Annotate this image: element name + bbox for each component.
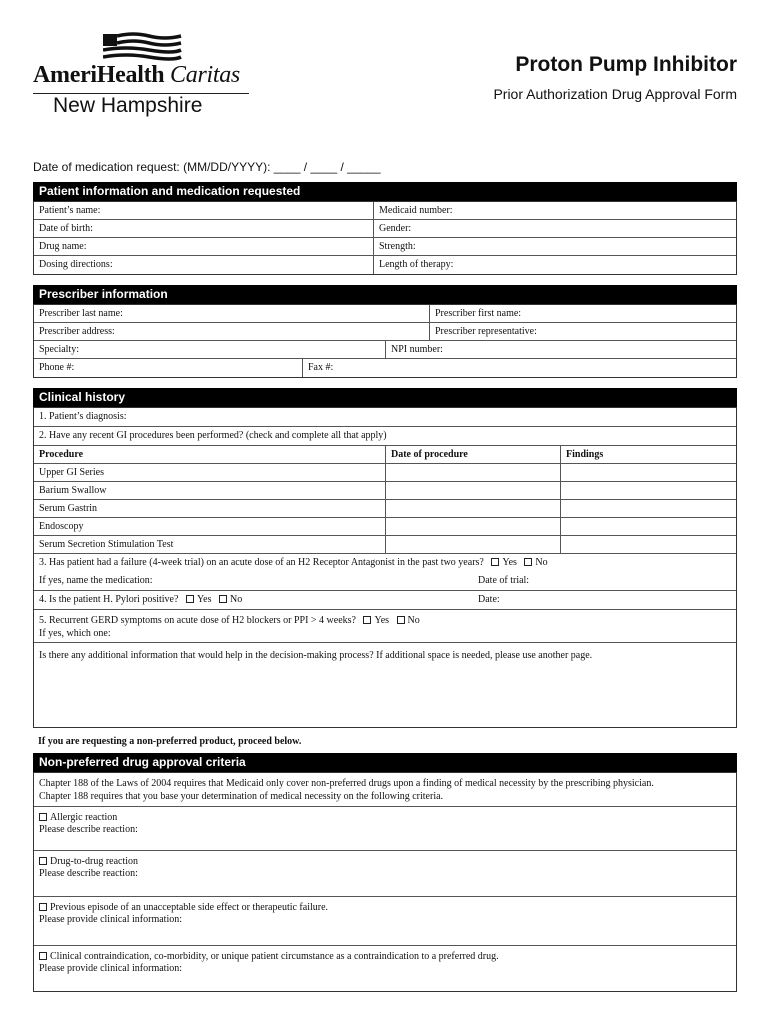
table-row — [34, 482, 736, 500]
gerd-question: 5. Recurrent GERD symptoms on acute dose of H2 blockers or PPI > 4 weeks? — [39, 615, 356, 626]
procedure-date-field[interactable] — [385, 482, 560, 499]
additional-info-textarea[interactable] — [34, 643, 736, 727]
criterion-sub-label: Please provide clinical information: — [39, 963, 183, 974]
section-header-patient: Patient information and medication requested — [33, 182, 737, 201]
procedure-name: Serum Secretion Stimulation Test — [39, 539, 174, 550]
npi-number-field[interactable]: NPI number: — [385, 341, 448, 358]
procedure-date-field[interactable] — [385, 500, 560, 517]
gerd-question-wrap — [34, 612, 425, 626]
criteria-intro-line: Chapter 188 of the Laws of 2004 requires that Medicaid only cover non-preferred drugs upon a finding of medical necessity by the prescribing physician. — [39, 778, 654, 789]
form-subtitle: Prior Authorization Drug Approval Form — [493, 86, 737, 102]
table-row — [34, 518, 736, 536]
non-preferred-note: If you are requesting a non-preferred product, proceed below. — [38, 736, 302, 747]
allergic-reaction-checkbox[interactable] — [39, 813, 47, 821]
gerd-yes-checkbox[interactable] — [363, 616, 371, 624]
patient-info-table — [33, 201, 737, 275]
table-row — [34, 238, 736, 256]
h-pylori-question: 4. Is the patient H. Pylori positive? — [39, 594, 179, 605]
procedure-findings-field[interactable] — [560, 518, 736, 535]
h-pylori-question-wrap — [34, 591, 247, 609]
table-row — [34, 554, 736, 591]
side-effect-checkbox[interactable] — [39, 903, 47, 911]
clinical-history-table — [33, 407, 737, 728]
column-header-date: Date of procedure — [385, 446, 473, 463]
table-row — [34, 256, 736, 274]
table-row — [34, 536, 736, 554]
criteria-intro — [34, 773, 736, 807]
yes-label: Yes — [374, 615, 390, 626]
brand-name: AmeriHealth Caritas — [33, 62, 240, 88]
procedure-date-field[interactable] — [385, 518, 560, 535]
request-date-field[interactable]: Date of medication request: (MM/DD/YYYY): ____ / ____ / _____ — [33, 160, 381, 174]
criterion-drug-to-drug[interactable] — [34, 851, 736, 897]
h2-failure-no-checkbox[interactable] — [524, 558, 532, 566]
strength-field[interactable]: Strength: — [373, 238, 421, 255]
procedure-name: Upper GI Series — [39, 467, 104, 478]
prescriber-address-field[interactable]: Prescriber address: — [39, 326, 115, 337]
h-pylori-yes-checkbox[interactable] — [186, 595, 194, 603]
no-label: No — [230, 594, 243, 605]
prescriber-last-name-field[interactable]: Prescriber last name: — [39, 308, 123, 319]
procedure-findings-field[interactable] — [560, 482, 736, 499]
h-pylori-date-field[interactable]: Date: — [478, 594, 500, 605]
form-title: Proton Pump Inhibitor — [515, 53, 737, 76]
procedure-name: Endoscopy — [39, 521, 84, 532]
logo — [33, 30, 263, 125]
length-of-therapy-field[interactable]: Length of therapy: — [373, 256, 458, 274]
no-label: No — [535, 557, 548, 568]
medicaid-number-field[interactable]: Medicaid number: — [373, 202, 458, 219]
criterion-label: Allergic reaction — [50, 812, 118, 823]
table-row — [34, 341, 736, 359]
table-row — [34, 202, 736, 220]
procedure-findings-field[interactable] — [560, 500, 736, 517]
fax-field[interactable]: Fax #: — [302, 359, 338, 377]
h2-medication-name-field[interactable]: If yes, name the medication: — [39, 575, 153, 586]
procedure-name: Barium Swallow — [39, 485, 107, 496]
criterion-allergic-reaction[interactable] — [34, 807, 736, 851]
table-row — [34, 220, 736, 238]
criterion-label: Drug-to-drug reaction — [50, 856, 139, 867]
additional-info-label: Is there any additional information that would help in the decision-making process? If additional space is needed, please use another page. — [39, 650, 593, 661]
prescriber-info-table — [33, 304, 737, 378]
prescriber-first-name-field[interactable]: Prescriber first name: — [429, 305, 526, 322]
table-row — [34, 610, 736, 643]
h2-failure-yes-checkbox[interactable] — [491, 558, 499, 566]
non-preferred-criteria-table — [33, 772, 737, 992]
column-header-procedure: Procedure — [39, 449, 84, 460]
criterion-label: Clinical contraindication, co-morbidity, or unique patient circumstance as a contraindication to a preferred drug. — [50, 951, 499, 962]
prescriber-representative-field[interactable]: Prescriber representative: — [429, 323, 542, 340]
table-row — [34, 408, 736, 427]
h2-failure-question-wrap — [34, 554, 553, 572]
table-row — [34, 323, 736, 341]
procedure-date-field[interactable] — [385, 464, 560, 481]
criterion-side-effect[interactable] — [34, 897, 736, 946]
procedure-findings-field[interactable] — [560, 464, 736, 481]
section-header-non-preferred: Non-preferred drug approval criteria — [33, 753, 737, 772]
criterion-sub-label: Please describe reaction: — [39, 868, 138, 879]
column-header-findings: Findings — [560, 446, 608, 463]
gerd-no-checkbox[interactable] — [397, 616, 405, 624]
table-row — [34, 464, 736, 482]
criteria-intro-line: Chapter 188 requires that you base your determination of medical necessity on the following criteria. — [39, 791, 444, 802]
procedure-findings-field[interactable] — [560, 536, 736, 553]
yes-label: Yes — [502, 557, 517, 568]
flag-logo-icon — [103, 32, 183, 62]
section-header-clinical: Clinical history — [33, 388, 737, 407]
criterion-label: Previous episode of an unacceptable side effect or therapeutic failure. — [50, 902, 329, 913]
dob-field[interactable]: Date of birth: — [39, 223, 93, 234]
table-row — [34, 359, 736, 377]
no-label: No — [407, 615, 420, 626]
table-row — [34, 591, 736, 610]
trial-date-field[interactable]: Date of trial: — [478, 575, 530, 586]
drug-name-field[interactable]: Drug name: — [39, 241, 87, 252]
gerd-which-one-field[interactable]: If yes, which one: — [39, 628, 111, 639]
criterion-contraindication[interactable] — [34, 946, 736, 991]
diagnosis-field[interactable]: 1. Patient’s diagnosis: — [39, 411, 127, 422]
procedure-date-field[interactable] — [385, 536, 560, 553]
table-header-row — [34, 446, 736, 464]
criterion-sub-label: Please provide clinical information: — [39, 914, 183, 925]
gender-field[interactable]: Gender: — [373, 220, 416, 237]
section-header-prescriber: Prescriber information — [33, 285, 737, 304]
drug-to-drug-checkbox[interactable] — [39, 857, 47, 865]
procedure-name: Serum Gastrin — [39, 503, 98, 514]
patient-name-field[interactable]: Patient’s name: — [39, 205, 101, 216]
contraindication-checkbox[interactable] — [39, 952, 47, 960]
yes-label: Yes — [196, 594, 212, 605]
table-row — [34, 500, 736, 518]
h-pylori-no-checkbox[interactable] — [219, 595, 227, 603]
criterion-sub-label: Please describe reaction: — [39, 824, 138, 835]
brand-region: New Hampshire — [53, 94, 203, 117]
table-row — [34, 427, 736, 446]
phone-field[interactable]: Phone #: — [39, 362, 75, 373]
gi-procedures-question: 2. Have any recent GI procedures been performed? (check and complete all that apply) — [39, 430, 387, 441]
specialty-field[interactable]: Specialty: — [39, 344, 79, 355]
dosing-directions-field[interactable]: Dosing directions: — [39, 259, 113, 270]
h2-failure-question: 3. Has patient had a failure (4-week trial) on an acute dose of an H2 Receptor Antagonist in the past two years? — [39, 557, 484, 568]
table-row — [34, 305, 736, 323]
